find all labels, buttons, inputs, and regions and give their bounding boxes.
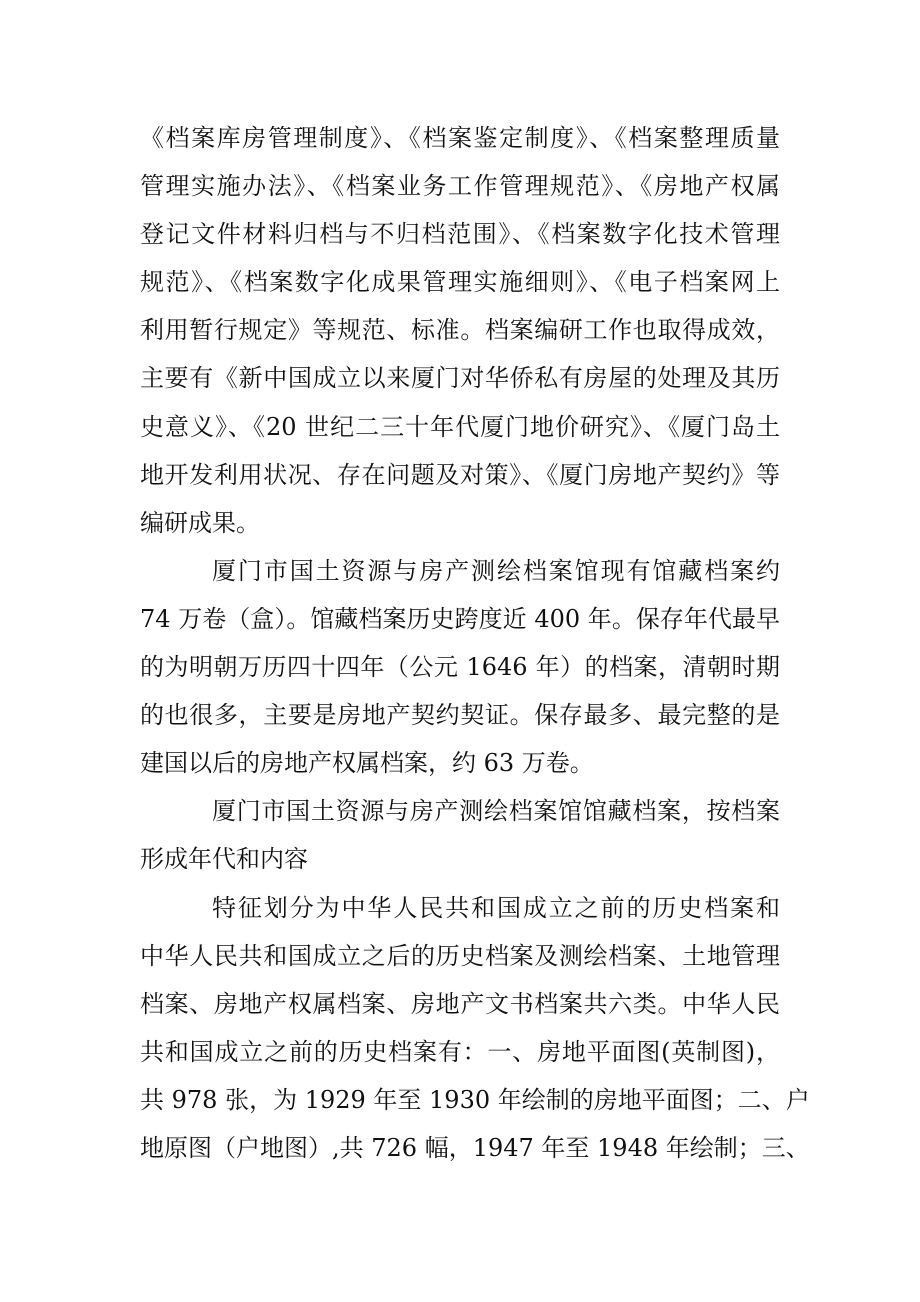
text-line: 的为明朝万历四十四年（公元 1646 年）的档案，清朝时期 bbox=[140, 653, 780, 682]
text-line: 管理实施办法》、《档案业务工作管理规范》、《房地产权属 bbox=[140, 172, 780, 201]
text-line: 的也很多，主要是房地产契约契证。保存最多、最完整的是 bbox=[140, 701, 780, 730]
text-line: 地开发利用状况、存在问题及对策》、《厦门房地产契约》等 bbox=[140, 460, 780, 489]
text-line: 登记文件材料归档与不归档范围》、《档案数字化技术管理 bbox=[140, 220, 780, 249]
paragraph-first-line: 厦门市国土资源与房产测绘档案馆馆藏档案，按档案 bbox=[212, 797, 780, 826]
text-line: 共 978 张，为 1929 年至 1930 年绘制的房地平面图；二、户 bbox=[140, 1085, 810, 1114]
text-line: 规范》、《档案数字化成果管理实施细则》、《电子档案网上 bbox=[140, 268, 780, 297]
text-line: 《档案库房管理制度》、《档案鉴定制度》、《档案整理质量 bbox=[140, 124, 780, 152]
paragraph-first-line: 厦门市国土资源与房产测绘档案馆现有馆藏档案约 bbox=[212, 556, 780, 585]
text-line: 编研成果。 bbox=[140, 508, 260, 537]
text-line: 共和国成立之前的历史档案有：一、房地平面图(英制图)， bbox=[140, 1037, 780, 1066]
text-line: 档案、房地产权属档案、房地产文书档案共六类。中华人民 bbox=[140, 989, 780, 1018]
text-line: 中华人民共和国成立之后的历史档案及测绘档案、土地管理 bbox=[140, 941, 780, 970]
text-line: 利用暂行规定》等规范、标准。档案编研工作也取得成效， bbox=[140, 316, 780, 345]
document-body bbox=[140, 114, 810, 1172]
text-line: 建国以后的房地产权属档案，约 63 万卷。 bbox=[140, 749, 594, 778]
text-line: 主要有《新中国成立以来厦门对华侨私有房屋的处理及其历 bbox=[140, 364, 780, 393]
text-line: 史意义》、《20 世纪二三十年代厦门地价研究》、《厦门岛土 bbox=[140, 412, 780, 441]
text-line: 形成年代和内容 bbox=[140, 845, 308, 874]
text-line: 74 万卷（盒）。馆藏档案历史跨度近 400 年。保存年代最早 bbox=[140, 604, 780, 633]
text-line: 地原图（户地图）,共 726 幅，1947 年至 1948 年绘制；三、 bbox=[140, 1133, 810, 1162]
paragraph-first-line: 特征划分为中华人民共和国成立之前的历史档案和 bbox=[212, 893, 780, 922]
